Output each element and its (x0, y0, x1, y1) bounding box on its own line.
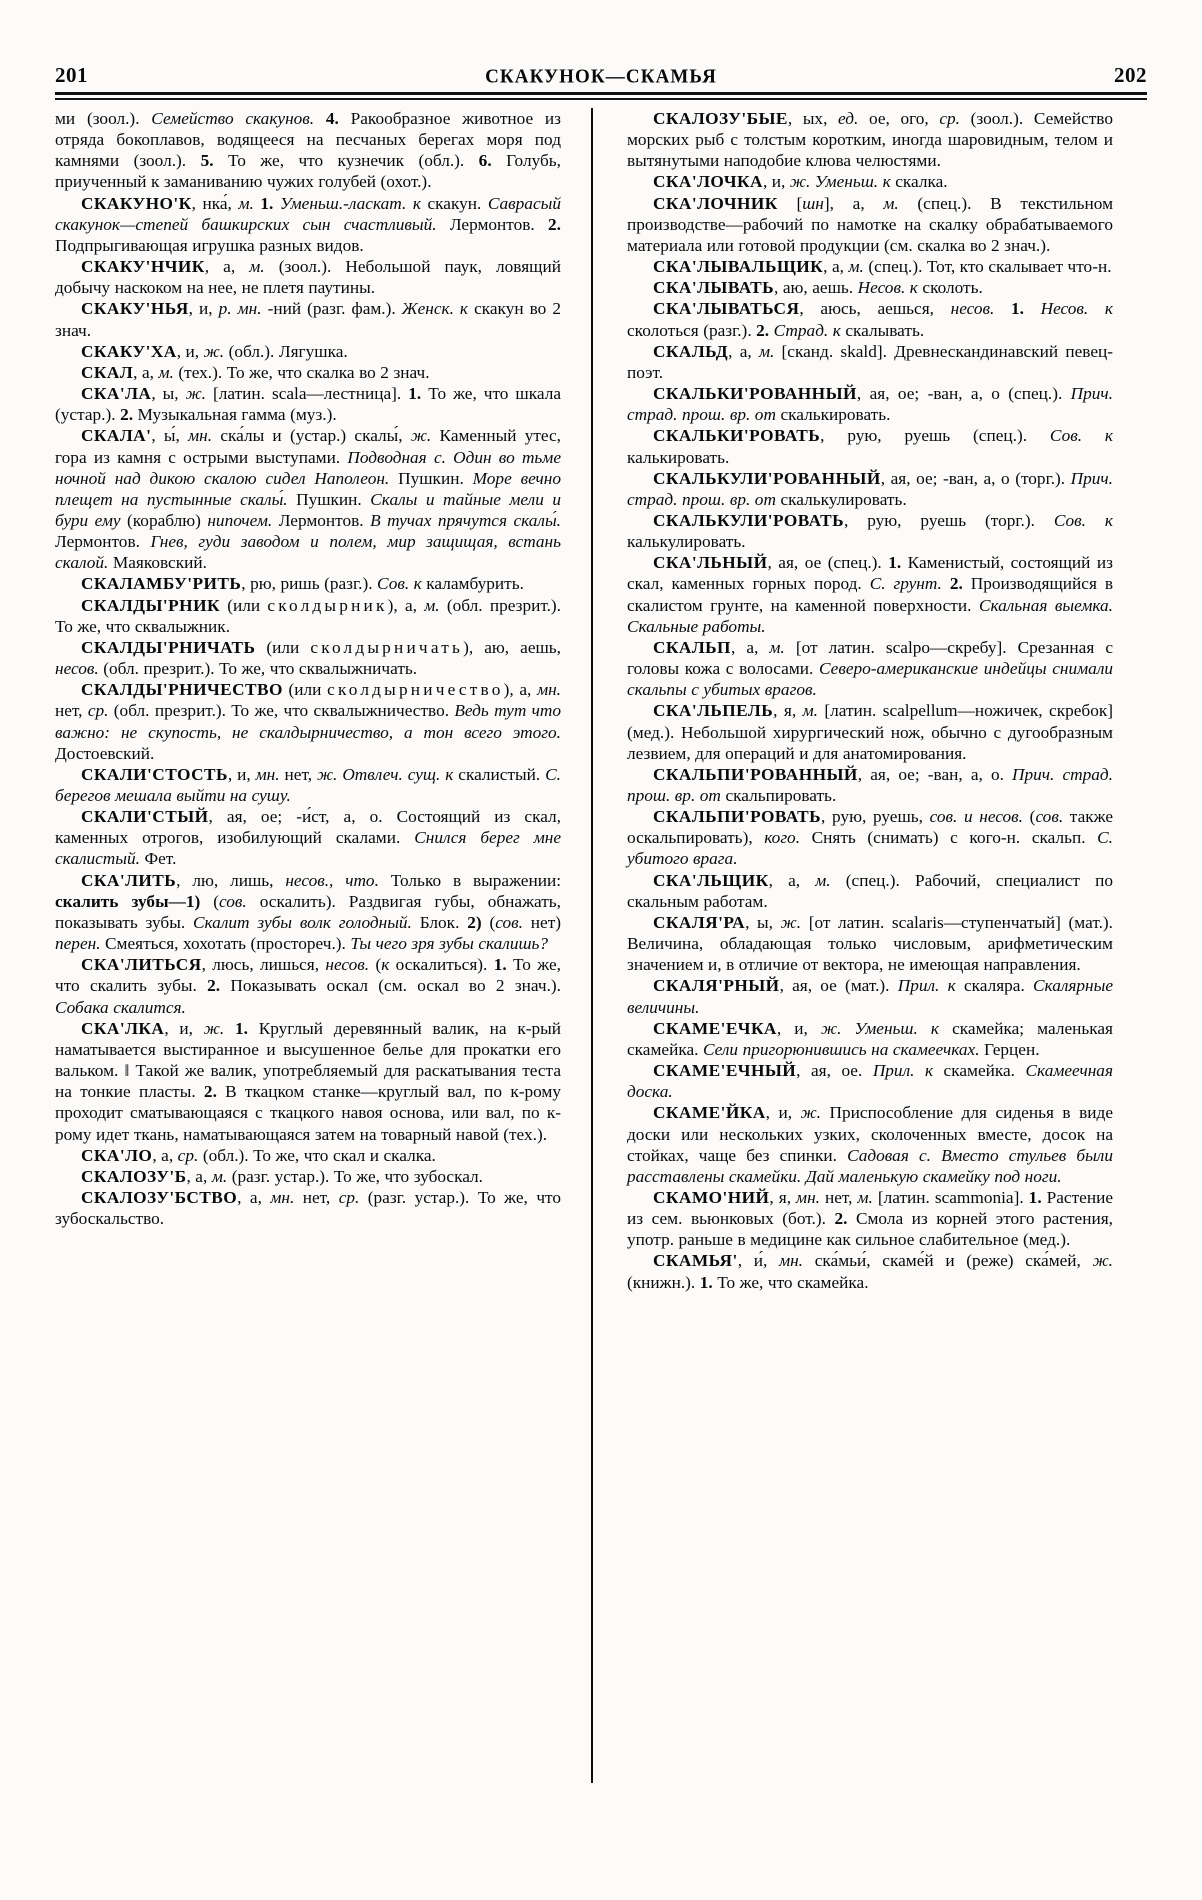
dictionary-entry: СКАЛИ'СТЫЙ, ая, ое; -и́ст, а, о. Состоящий из скал, каменных отрогов, изобилующий скалами. Снился берег мне скалистый. Фет. (55, 807, 561, 869)
dictionary-entry: СКА'ЛОЧНИК [шн], а, м. (спец.). В текстильном производстве—рабочий по намотке на скалку обрабатываемого материала или готовой продукции (см. скалка во 2 знач.). (627, 193, 1114, 255)
dictionary-entry: СКАКУ'НЧИК, а, м. (зоол.). Небольшой паук, ловящий добычу наскоком на нее, не плетя паутины. (55, 257, 561, 298)
dictionary-entry: СКАКУ'ХА, и, ж. (обл.). Лягушка. (81, 341, 348, 361)
dictionary-entry: СКАКУНО'К, нка́, м. 1. Уменьш.-ласкат. к скакун. Саврасый скакунок—степей башкирских сын счастливый. Лермонтов. 2. Подпрыгивающая игрушка разных видов. (55, 193, 561, 255)
dictionary-entry: СКАЛАМБУ'РИТЬ, рю, ришь (разг.). Сов. к каламбурить. (81, 574, 524, 594)
dictionary-entry: СКАЛЬКИ'РОВАТЬ, рую, руешь (спец.). Сов. к калькировать. (627, 426, 1113, 467)
dictionary-entry: СКАЛДЫ'РНИК (или сколдырник), а, м. (обл. презрит.). То же, что сквалыжник. (55, 595, 562, 636)
dictionary-entry: СКАЛДЫ'РНИЧАТЬ (или сколдырничать), аю, аешь, несов. (обл. презрит.). То же, что сквалыжничать. (55, 637, 561, 679)
dictionary-entry: СКАЛЯ'РА, ы, ж. [от латин. scalaris—ступенчатый] (мат.). Величина, обладающая только числовым, арифметическим значением и, в отличие от вектора, не имеющая направления. (627, 912, 1113, 975)
dictionary-entry: СКАЛЬПИ'РОВАННЫЙ, ая, ое; -ван, а, о. Прич. страд. прош. вр. от скальпировать. (627, 764, 1113, 805)
dictionary-entry: СКАЛОЗУ'Б, а, м. (разг. устар.). То же, что зубоскал. (81, 1166, 484, 1186)
dictionary-entry: СКАЛОЗУ'БСТВО, а, мн. нет, ср. (разг. устар.). То же, что зубоскальство. (55, 1187, 561, 1229)
dictionary-entry: СКА'ЛИТЬСЯ, люсь, лишься, несов. (к оскалиться). 1. То же, что скалить зубы. 2. Показывать оскал (см. оскал во 2 знач.). Собака скалится. (55, 955, 561, 1017)
dictionary-entry: СКА'ЛКА, и, ж. 1. Круглый деревянный валик, на к-рый наматывается выстиранное и высушенное белье для прокатки его вальком. ‖ Такой же валик, употребляемый для раскатывания теста на тонкие пласты. 2. В ткацком станке—круглый вал, по к-рому проходит сматывающаяся с ткацкого навоя основа, или вал, по к-рому идет ткань, наматывающаяся затем на товарный навой (тех.). (55, 1018, 562, 1144)
dictionary-entry: СКАКУ'НЬЯ, и, р. мн. -ний (разг. фам.). Женск. к скакун во 2 знач. (55, 299, 561, 340)
column-right (593, 108, 1113, 1848)
dictionary-entry: СКАЛЬПИ'РОВАТЬ, рую, руешь, сов. и несов. (сов. также оскальпировать), кого. Снять (снимать) с кого-н. скальп. С. убитого врага. (627, 807, 1114, 869)
header-rules (55, 92, 1147, 100)
dictionary-entry: СКАЛЬД, а, м. [сканд. skald]. Древнескандинавский певец-поэт. (627, 341, 1113, 382)
dictionary-entry: СКА'ЛЫВАТЬСЯ, аюсь, аешься, несов. 1. Несов. к сколоться (разг.). 2. Страд. к скалывать. (627, 299, 1113, 340)
dictionary-entry: СКАМЕ'ЕЧКА, и, ж. Уменьш. к скамейка; маленькая скамейка. Сели пригорюнившись на скамеечках. Герцен. (627, 1018, 1113, 1059)
folio-left: 201 (55, 63, 88, 87)
dictionary-entry: СКАМО'НИЙ, я, мн. нет, м. [латин. scammonia]. 1. Растение из сем. вьюнковых (бот.). 2. Смола из корней этого растения, употр. раньше в медицине как сильное слабительное (мед.). (627, 1187, 1113, 1250)
dictionary-entry: СКАМЕ'ЙКА, и, ж. Приспособление для сиденья в виде доски или нескольких узких, сколоченных вместе, досок на стойках, чаще без спинки. Садовая с. Вместо стульев были расставлены скамейки. Дай маленькую скамейку под ноги. (627, 1103, 1113, 1186)
dictionary-entry: СКАЛА', ы́, мн. ска́лы и (устар.) скалы́, ж. Каменный утес, гора из камня с острыми выступами. Подводная с. Один во тьме ночной над дикою скалою сидел Наполеон. Пушкин. Море вечно плещет на пустынные скалы́. Пушкин. Скалы и тайные мели и бури ему (кораблю) нипочем. Лермонтов. В тучах прячутся скалы́. Лермонтов. Гнев, гуди заводом и полем, мир защищая, встань скалой. Маяковский. (55, 426, 562, 573)
dictionary-entry: СКА'ЛЬЩИК, а, м. (спец.). Рабочий, специалист по скальным работам. (627, 870, 1113, 911)
folio-right: 202 (1113, 63, 1147, 87)
dictionary-entry: СКА'ЛА, ы, ж. [латин. scala—лестница]. 1. То же, что шкала (устар.). 2. Музыкальная гамма (муз.). (55, 384, 561, 425)
running-head (55, 52, 1147, 86)
dictionary-entry: СКА'ЛОЧКА, и, ж. Уменьш. к скалка. (653, 172, 948, 192)
dictionary-entry: СКАМЬЯ', и́, мн. ска́мьи́, скаме́й и (реже) ска́мей, ж. (книжн.). 1. То же, что скамейка. (627, 1251, 1113, 1292)
running-title: СКАКУНОК—СКАМЬЯ (485, 65, 717, 88)
dictionary-entry: СКА'ЛО, а, ср. (обл.). То же, что скал и скалка. (81, 1145, 436, 1165)
dictionary-entry: СКАЛЬКУЛИ'РОВАТЬ, рую, руешь (торг.). Сов. к калькулировать. (627, 510, 1113, 552)
dictionary-entry: СКАМЕ'ЕЧНЫЙ, ая, ое. Прил. к скамейка. Скамеечная доска. (627, 1061, 1113, 1102)
dictionary-entry: СКА'ЛЬПЕЛЬ, я, м. [латин. scalpellum—ножичек, скребок] (мед.). Небольшой хирургический нож, обычно с дугообразным лезвием, для операций и для анатомирования. (627, 701, 1113, 763)
dictionary-entry: СКА'ЛИТЬ, лю, лишь, несов., что. Только в выражении: скалить зубы—1) (сов. оскалить). Раздвигая губы, обнажать, показывать зубы. Скалит зубы волк голодный. Блок. 2) (сов. нет) перен. Смеяться, хохотать (простореч.). Ты чего зря зубы скалишь? (55, 870, 562, 954)
dictionary-entry: СКАЛЯ'РНЫЙ, ая, ое (мат.). Прил. к скаляра. Скалярные величины. (627, 976, 1113, 1017)
dictionary-entry: СКАЛОЗУ'БЫЕ, ых, ед. ое, ого, ср. (зоол.). Семейство морских рыб с толстым коротким, иногда шаровидным, телом и вытянутыми наподобие клюва челюстями. (627, 109, 1113, 171)
dictionary-entry: СКАЛЬП, а, м. [от латин. scalpo—скребу]. Срезанная с головы кожа с волосами. Северо-американские индейцы снимали скальпы с убитых врагов. (627, 637, 1113, 700)
text-columns (55, 108, 1147, 1848)
dictionary-entry: СКА'ЛЫВАЛЬЩИК, а, м. (спец.). Тот, кто скалывает что-н. (653, 257, 1112, 277)
dictionary-entry: СКА'ЛЫВАТЬ, аю, аешь. Несов. к сколоть. (653, 278, 983, 298)
dictionary-entry: СКАЛДЫ'РНИЧЕСТВО (или сколдырничество), а, мн. нет, ср. (обл. презрит.). То же, что сквалыжничество. Ведь тут что важно: не скупость, не скалдырничество, а тон всего этого. Достоевский. (55, 680, 562, 763)
dictionary-entry: СКАЛ, а, м. (тех.). То же, что скалка во 2 знач. (81, 362, 430, 382)
dictionary-entry: СКА'ЛЬНЫЙ, ая, ое (спец.). 1. Каменистый, состоящий из скал, каменных горных пород. С. грунт. 2. Производящийся в скалистом грунте, на каменной поверхности. Скальная выемка. Скальные работы. (627, 553, 1113, 636)
dictionary-entry: СКАЛЬКИ'РОВАННЫЙ, ая, ое; -ван, а, о (спец.). Прич. страд. прош. вр. от скалькировать. (627, 384, 1113, 425)
rule-thin (55, 98, 1147, 100)
dictionary-entry: СКАЛЬКУЛИ'РОВАННЫЙ, ая, ое; -ван, а, о (торг.). Прич. страд. прош. вр. от скалькулировать. (627, 468, 1113, 509)
dictionary-entry: СКАЛИ'СТОСТЬ, и, мн. нет, ж. Отвлеч. сущ. к скалистый. С. берегов мешала выйти на сушу. (55, 764, 561, 805)
entry-continuation: ми (зоол.). Семейство скакунов. 4. Ракообразное животное из отряда бокоплавов, водящееся на песчаных берегах моря под камнями (зоол.). 5. То же, что кузнечик (обл.). 6. Голубь, приученный к заманиванию чужих голубей (охот.). (55, 109, 562, 192)
column-left (55, 108, 575, 1848)
